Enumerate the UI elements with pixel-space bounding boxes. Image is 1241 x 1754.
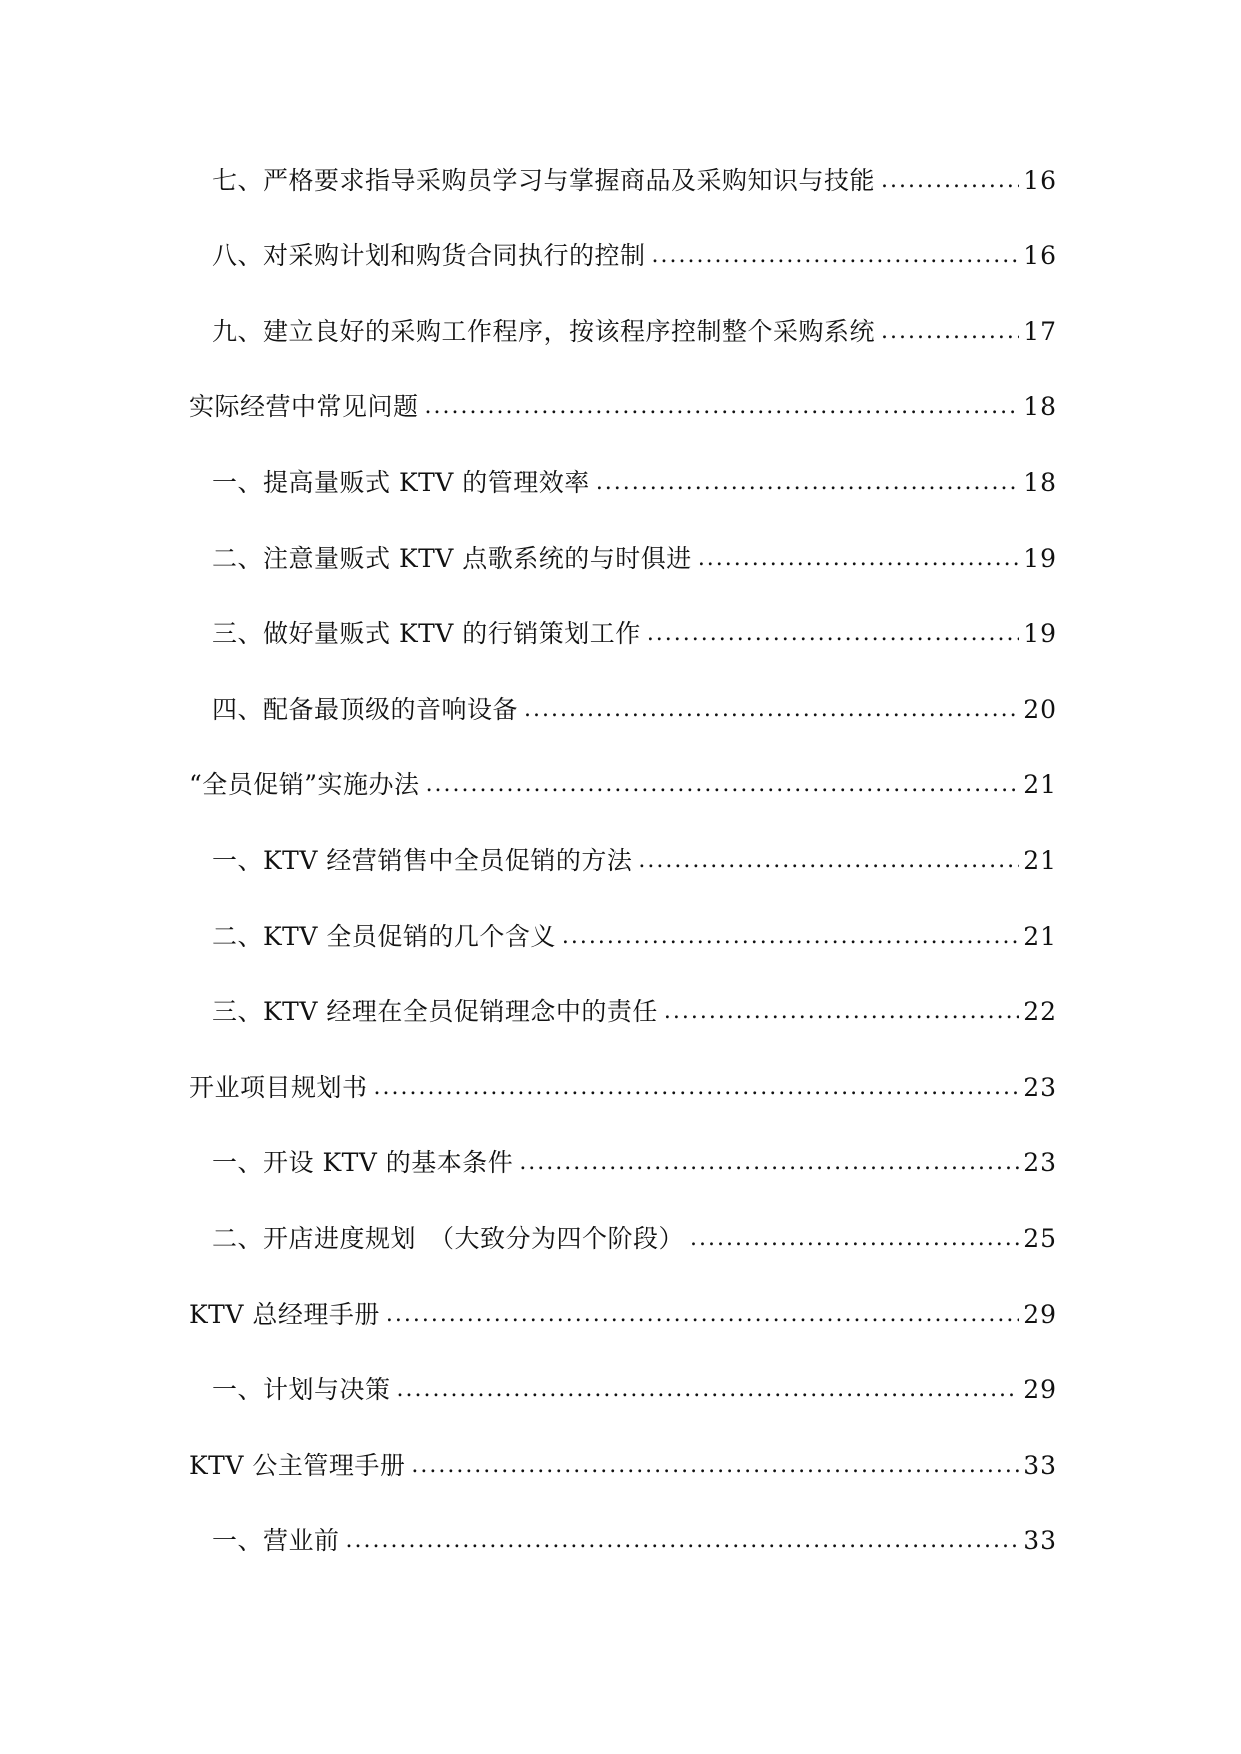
toc-dot-leader — [519, 1148, 1019, 1178]
toc-page-number: 18 — [1023, 467, 1057, 497]
toc-dot-leader — [524, 695, 1019, 725]
toc-page-number: 25 — [1023, 1223, 1057, 1253]
toc-entry-title: 一、营业前 — [212, 1526, 340, 1556]
toc-page-number: 21 — [1023, 845, 1057, 875]
toc-dot-leader — [386, 1300, 1019, 1330]
toc-dot-leader — [647, 619, 1019, 649]
toc-page-number: 33 — [1023, 1526, 1057, 1556]
toc-section-entry[interactable] — [189, 389, 1057, 465]
toc-subsection-entry[interactable] — [189, 1372, 1057, 1448]
toc-entry-title: 二、KTV 全员促销的几个含义 — [212, 921, 556, 951]
toc-entry-title: 三、做好量贩式 KTV 的行销策划工作 — [212, 619, 641, 649]
toc-entry-title: 四、配备最顶级的音响设备 — [212, 694, 519, 724]
toc-page-number: 33 — [1023, 1450, 1057, 1480]
toc-entry-title: 开业项目规划书 — [189, 1072, 368, 1102]
toc-dot-leader — [425, 392, 1020, 422]
toc-page-number: 21 — [1023, 921, 1057, 951]
toc-entry-title: KTV 公主管理手册 — [189, 1450, 406, 1480]
toc-entry-title: 一、开设 KTV 的基本条件 — [212, 1148, 514, 1178]
toc-dot-leader — [698, 544, 1019, 574]
toc-page-number: 23 — [1023, 1072, 1057, 1102]
toc-page-number: 23 — [1023, 1148, 1057, 1178]
toc-dot-leader — [664, 997, 1019, 1027]
toc-dot-leader — [397, 1375, 1020, 1405]
toc-dot-leader — [881, 166, 1019, 196]
toc-section-entry[interactable] — [189, 1296, 1057, 1372]
toc-entry-title: 一、KTV 经营销售中全员促销的方法 — [212, 845, 633, 875]
toc-subsection-entry[interactable] — [189, 691, 1057, 767]
toc-dot-leader — [562, 922, 1019, 952]
toc-section-entry[interactable] — [189, 1069, 1057, 1145]
toc-entry-title: 二、开店进度规划 （大致分为四个阶段） — [212, 1223, 685, 1253]
toc-dot-leader — [411, 1451, 1019, 1481]
toc-dot-leader — [690, 1224, 1019, 1254]
toc-entry-title: 一、提高量贩式 KTV 的管理效率 — [212, 467, 590, 497]
toc-subsection-entry[interactable] — [189, 313, 1057, 389]
toc-page-number: 22 — [1023, 997, 1057, 1027]
toc-section-entry[interactable] — [189, 767, 1057, 843]
toc-entry-title: 二、注意量贩式 KTV 点歌系统的与时俱进 — [212, 543, 692, 573]
toc-subsection-entry[interactable] — [189, 1523, 1057, 1599]
toc-subsection-entry[interactable] — [189, 162, 1057, 238]
toc-page-number: 20 — [1023, 694, 1057, 724]
toc-entry-title: 九、建立良好的采购工作程序，按该程序控制整个采购系统 — [212, 316, 876, 346]
toc-entry-title: KTV 总经理手册 — [189, 1299, 380, 1329]
toc-dot-leader — [652, 241, 1020, 271]
toc-page-number: 29 — [1023, 1375, 1057, 1405]
toc-entry-title: “全员促销”实施办法 — [189, 770, 420, 800]
toc-entry-title: 八、对采购计划和购货合同执行的控制 — [212, 241, 646, 271]
toc-page-number: 19 — [1023, 543, 1057, 573]
toc-page-number: 29 — [1023, 1299, 1057, 1329]
toc-page-number: 17 — [1023, 316, 1057, 346]
toc-subsection-entry[interactable] — [189, 616, 1057, 692]
toc-dot-leader — [638, 846, 1019, 876]
toc-page-number: 16 — [1023, 241, 1057, 271]
toc-page-number: 19 — [1023, 619, 1057, 649]
toc-page-number: 18 — [1023, 392, 1057, 422]
toc-subsection-entry[interactable] — [189, 464, 1057, 540]
toc-dot-leader — [426, 770, 1020, 800]
toc-subsection-entry[interactable] — [189, 842, 1057, 918]
toc-subsection-entry[interactable] — [189, 1145, 1057, 1221]
toc-subsection-entry[interactable] — [189, 1220, 1057, 1296]
toc-subsection-entry[interactable] — [189, 918, 1057, 994]
toc-entry-title: 三、KTV 经理在全员促销理念中的责任 — [212, 997, 658, 1027]
toc-entry-title: 实际经营中常见问题 — [189, 392, 419, 422]
toc-entry-title: 一、计划与决策 — [212, 1375, 391, 1405]
toc-dot-leader — [881, 317, 1019, 347]
toc-dot-leader — [596, 468, 1019, 498]
toc-subsection-entry[interactable] — [189, 238, 1057, 314]
toc-page-number: 16 — [1023, 165, 1057, 195]
toc-entry-title: 七、严格要求指导采购员学习与掌握商品及采购知识与技能 — [212, 165, 876, 195]
table-of-contents — [189, 162, 1057, 1598]
toc-dot-leader — [374, 1073, 1020, 1103]
toc-page-number: 21 — [1023, 770, 1057, 800]
toc-section-entry[interactable] — [189, 1447, 1057, 1523]
toc-subsection-entry[interactable] — [189, 994, 1057, 1070]
toc-subsection-entry[interactable] — [189, 540, 1057, 616]
toc-dot-leader — [346, 1526, 1020, 1556]
